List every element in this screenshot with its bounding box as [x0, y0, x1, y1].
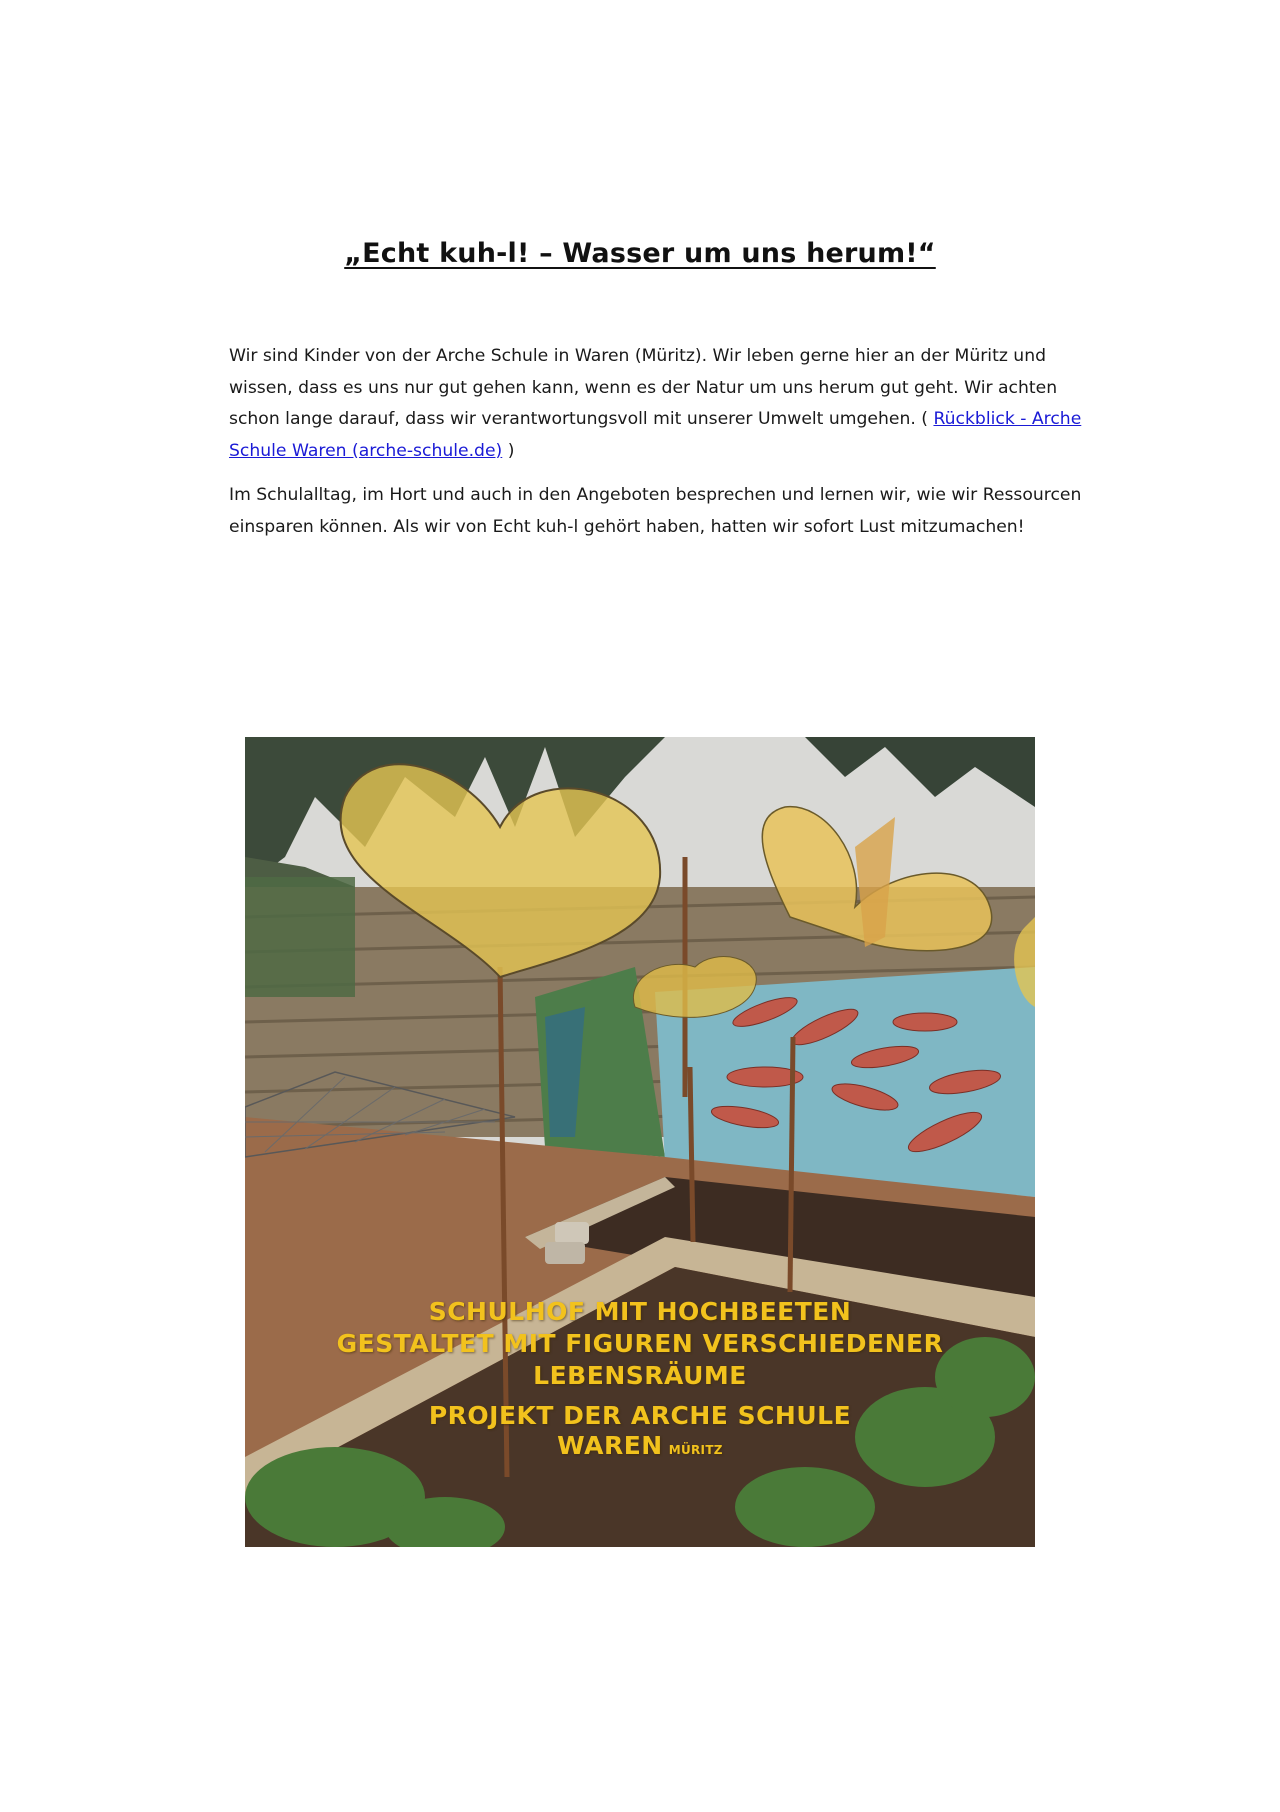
photo-caption-line3: LEBENSRÄUME — [533, 1361, 747, 1390]
stone — [555, 1222, 589, 1244]
intro-text: Wir sind Kinder von der Arche Schule in Waren (Müritz). Wir leben gerne hier an der Müritz und wissen, dass es uns nur gut gehen kann, wenn es der Natur um uns herum gut geht. Wir achten schon lange darauf, dass wir verantwortungsvoll mit unserer Umwelt umgehen. ( — [229, 346, 1058, 429]
photo-caption-waren: WAREN — [557, 1431, 663, 1460]
page-title: „Echt kuh-l! – Wasser um uns herum!“ — [344, 238, 936, 269]
photo-caption-line5 — [245, 1431, 1035, 1465]
photo-caption-line1: SCHULHOF MIT HOCHBEETEN — [428, 1297, 852, 1326]
schoolyard-photo — [245, 737, 1035, 1547]
ivy — [245, 877, 355, 997]
rueckblick-link[interactable]: Rückblick - Arche Schule Waren (arche-schule.de) — [229, 409, 1082, 461]
intro-paragraph — [229, 341, 1089, 467]
photo-caption-line4: PROJEKT DER ARCHE SCHULE — [428, 1401, 852, 1430]
photo-caption-line2: GESTALTET MIT FIGUREN VERSCHIEDENER — [336, 1329, 944, 1358]
school-day-paragraph: Im Schulalltag, im Hort und auch in den Angeboten besprechen und lernen wir, wie wir Ressourcen einsparen können. Als wir von Echt kuh-l gehört haben, hatten wir sofort Lust mitzumachen! — [229, 485, 1082, 537]
photo-caption-mueritz: MÜRITZ — [668, 1443, 723, 1457]
intro-text-end: ) — [502, 440, 515, 461]
